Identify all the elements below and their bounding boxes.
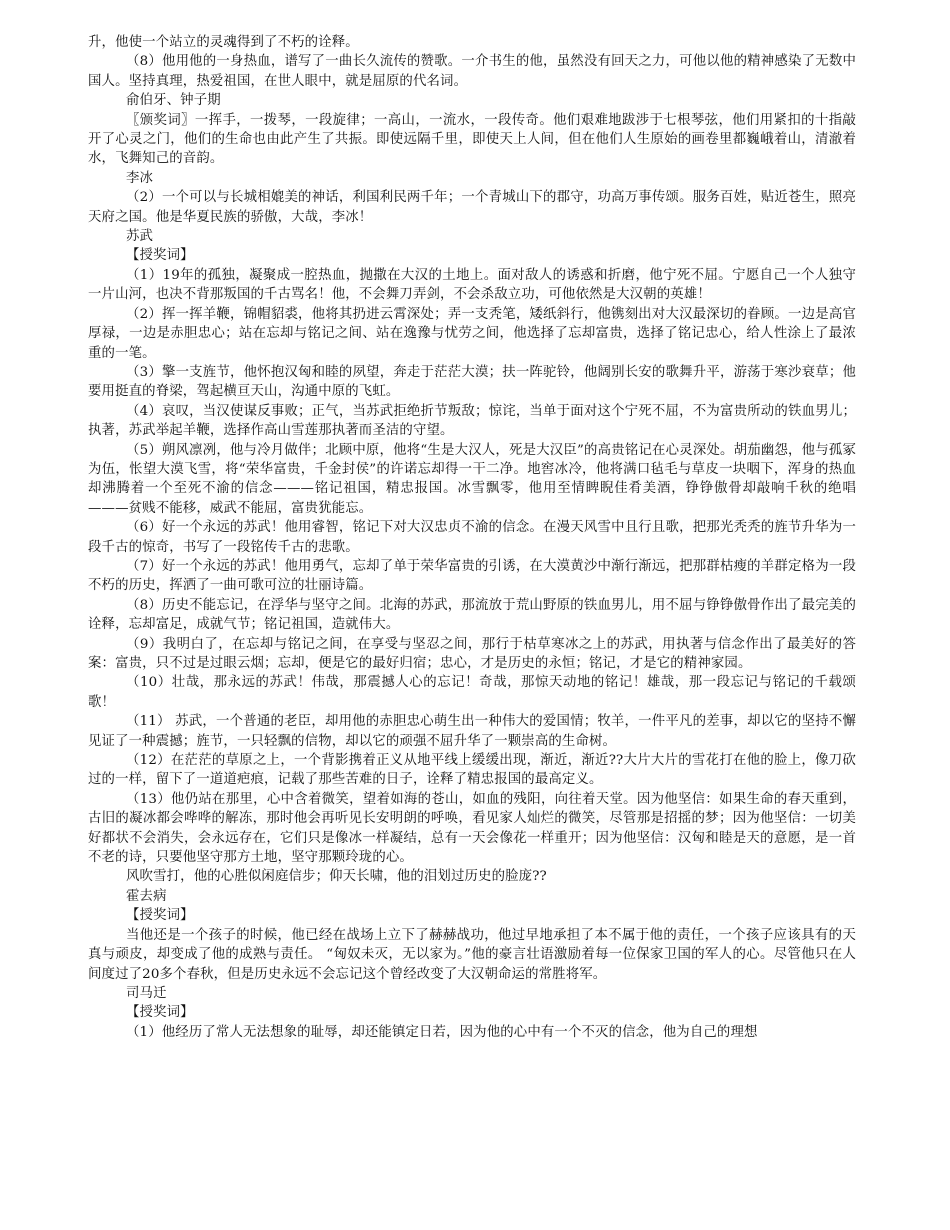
paragraph-21: 风吹雪打，他的心胜似闲庭信步；仰天长啸，他的泪划过历史的脸庞??: [126, 869, 547, 885]
paragraph-12: （5）朔风凛冽，他与冷月做伴；北顾中原，他将“生是大汉人，死是大汉臣”的高贵铭记在心灵深处。胡茄幽怨，他与孤冢为伍，怅望大漠飞雪，将“荣华富贵，千金封侯”的许诺忘却得一干二净。地窖冰冷，他将满口毡毛与草皮一块咽下，浑身的热血却沸腾着一个至死不渝的信念———铭记祖国，精忠报国。冰雪飘零，他用至情睥睨佳肴美酒，铮铮傲骨却敲响千秋的绝唱———贫贱不能移，威武不能屈，富贵犹能忘。: [88, 442, 856, 516]
paragraph-11: （4）哀叹，当汉使谋反事败；正气，当苏武拒绝折节叛敌；惊诧，当单于面对这个宁死不屈，不为富贵所动的铁血男儿；执著，苏武举起羊鞭，选择作高山雪莲那执著而圣洁的守望。: [88, 403, 856, 439]
paragraph-20: （13）他仍站在那里，心中含着微笑，望着如海的苍山，如血的残阳，向往着天堂。因为他坚信：如果生命的春天重到，古旧的凝冰都会哗哗的解冻，那时他会再听见长安明朗的呼唤，看见家人灿烂的微笑，尽管那是招摇的梦；因为他坚信：一切美好都状不会消失，会永远存在，它们只是像冰一样凝结，总有一天会像花一样重开；因为他坚信：汉匈和睦是天的意愿，是一首不老的诗，只要他坚守那方土地，坚守那颗玲珑的心。: [88, 791, 856, 866]
paragraph-19: （12）在茫茫的草原之上，一个背影携着正义从地平线上缓缓出现，渐近，渐近??大片大片的雪花打在他的脸上，像刀砍过的一样，留下了一道道疤痕，记载了那些苦难的日子，诠释了精忠报国的最高定义。: [88, 753, 856, 788]
paragraph-3: 〖颁奖词〗一挥手，一拨琴，一段旋律；一高山，一流水，一段传奇。他们艰难地跋涉于七根琴弦，他们用紧扣的十指敲开了心灵之门，他们的生命也由此产生了共振。即使远隔千里，即使天上人间，但在他们人生原始的画卷里都巍峨着山，清澈着水，飞舞知己的音韵。: [88, 112, 856, 167]
paragraph-18: （11） 苏武，一个普通的老臣，却用他的赤胆忠心萌生出一种伟大的爱国情；牧羊，一件平凡的差事，却以它的坚持不懈见证了一种震撼；旌节，一只轻飘的信物，却以它的顽强不屈升华了一颗崇高的生命树。: [88, 714, 856, 749]
section-heading-suwu: 苏武: [126, 229, 154, 245]
paragraph-17: （10）壮哉，那永远的苏武！伟哉，那震撼人心的忘记！奇哉，那惊天动地的铭记！雄哉，那一段忘记与铭记的千载颂歌！: [88, 675, 856, 710]
section-heading-libing: 李冰: [126, 170, 154, 186]
paragraph-27: （1）他经历了常人无法想象的耻辱，却还能镇定日若，因为他的心中有一个不灭的信念，他为自己的理想: [126, 1024, 758, 1040]
award-label-huoqubing: 【授奖词】: [126, 908, 194, 924]
paragraph-14: （7）好一个永远的苏武！他用勇气，忘却了单于荣华富贵的引诱，在大漠黄沙中渐行渐远，把那群枯瘦的羊群定格为一段不朽的历史，挥洒了一曲可歌可泣的壮丽诗篇。: [88, 558, 856, 594]
paragraph-16: （9）我明白了，在忘却与铭记之间，在享受与坚忍之间，那行于枯草寒冰之上的苏武，用执著与信念作出了最美好的答案：富贵，只不过是过眼云烟；忘却，便是它的最好归宿；忠心，才是历史的永恒；铭记，才是它的精神家园。: [88, 636, 856, 671]
paragraph-0: 升，他使一个站立的灵魂得到了不朽的诠释。: [88, 35, 359, 50]
paragraph-15: （8）历史不能忘记，在浮华与坚守之间。北海的苏武，那流放于荒山野原的铁血男儿，用不屈与铮铮傲骨作出了最完美的诠释，忘却富足，成就气节；铭记祖国，造就伟大。: [88, 597, 856, 633]
paragraph-24: 当他还是一个孩子的时候，他已经在战场上立下了赫赫战功，他过早地承担了本不属于他的责任，一个孩子应该具有的天真与顽皮，却变成了他的成熟与责任。 “匈奴未灭，无以家为。”他的豪言壮语激励着每一位保家卫国的军人的心。尽管他只在人间度过了20多个春秋，但是历史永远不会忘记这个曾经改变了大汉朝命运的常胜将军。: [88, 927, 856, 982]
paragraph-9: （2）挥一挥羊鞭，锦帽貂裘，他将其扔进云霄深处；弄一支秃笔，矮纸斜行，他镌刻出对大汉最深切的眷顾。一边是高官厚禄，一边是赤胆忠心；站在忘却与铭记之间、站在逸豫与忧劳之间，他选择了忘却富贵，选择了铭记忠心，给人性涂上了最浓重的一笔。: [88, 306, 856, 361]
paragraph-10: （3）擎一支旌节，他怀抱汉匈和睦的夙望，奔走于茫茫大漠；扶一阵驼铃，他阔别长安的歌舞升平，游荡于寒沙衰草；他要用挺直的脊梁，驾起横亘天山，沟通中原的飞虹。: [88, 364, 856, 400]
paragraph-8: （1）19年的孤独，凝聚成一腔热血，抛撒在大汉的土地上。面对敌人的诱惑和折磨，他宁死不屈。宁愿自己一个人独守一片山河，也决不背那叛国的千古骂名！他，不会舞刀弄剑，不会杀敌立功，可他依然是大汉朝的英雄！: [88, 267, 856, 303]
paragraph-13: （6）好一个永远的苏武！他用睿智，铭记下对大汉忠贞不渝的信念。在漫天风雪中且行且歌，把那光秃秃的旌节升华为一段千古的惊奇，书写了一段铭传千古的悲歌。: [88, 520, 856, 555]
award-label-simaqian: 【授奖词】: [126, 1005, 194, 1021]
paragraph-1: （8）他用他的一身热血，谱写了一曲长久流传的赞歌。一介书生的他，虽然没有回天之力，可他以他的精神感染了无数中国人。坚持真理，热爱祖国，在世人眼中，就是屈原的代名词。: [88, 54, 856, 89]
award-label-suwu: 【授奖词】: [126, 248, 194, 264]
section-heading-yuboya-zhongziqi: 俞伯牙、钟子期: [126, 93, 221, 109]
paragraph-5: （2）一个可以与长城相媲美的神话，利国利民两千年；一个青城山下的郡守，功高万事传颂。服务百姓，贴近苍生，照亮天府之国。他是华夏民族的骄傲，大哉，李冰！: [88, 190, 856, 225]
section-heading-huoqubing: 霍去病: [126, 888, 167, 904]
section-heading-simaqian: 司马迁: [126, 985, 167, 1001]
